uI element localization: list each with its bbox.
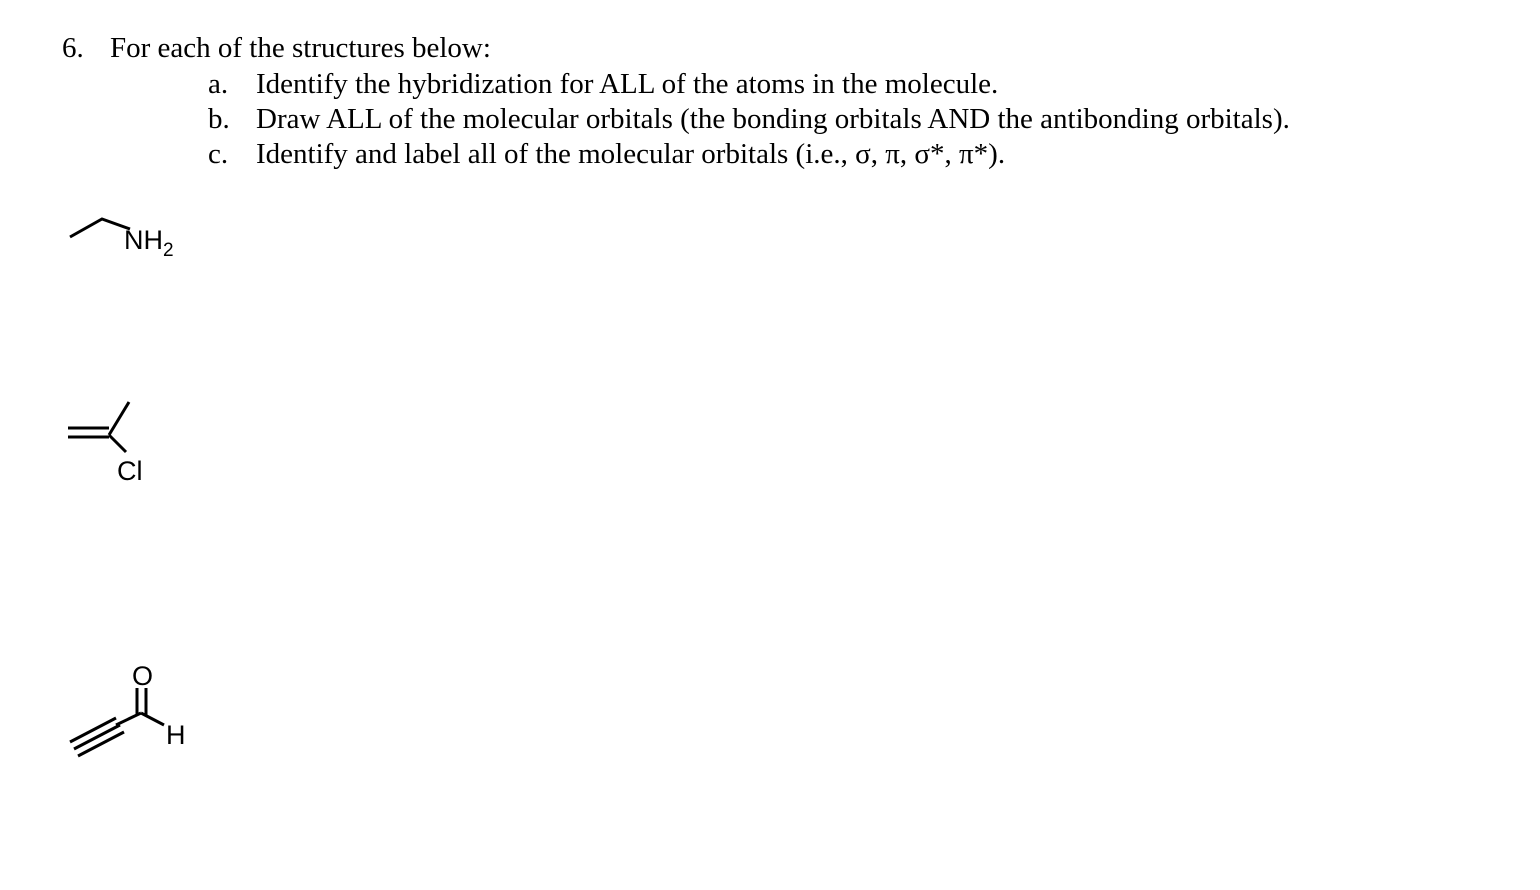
sub-question-letter: b. — [208, 103, 230, 135]
sub-question-letter: c. — [208, 138, 229, 170]
question-block — [62, 30, 1290, 170]
ethylamine-structure — [60, 205, 200, 265]
sub-question-text: Identify and label all of the molecular orbitals (i.e., σ, π, σ*, π*). — [256, 138, 1006, 170]
question-header — [62, 30, 491, 66]
chlorine-label: Cl — [117, 456, 143, 486]
amine-label: $NH_2$ — [124, 225, 174, 261]
carbon-chain-bonds — [70, 219, 130, 237]
chlorine-bond — [109, 435, 126, 452]
chloropropene-structure — [60, 395, 170, 490]
sub-question-a — [208, 66, 1290, 101]
aldehyde-h-bond — [141, 713, 164, 725]
sub-question-list — [208, 66, 1290, 171]
question-prompt: For each of the structures below: — [110, 32, 491, 64]
sub-question-c — [208, 136, 1290, 171]
propynal-structure — [60, 655, 200, 765]
sub-question-text: Identify the hybridization for ALL of the atoms in the molecule. — [256, 68, 999, 100]
alkyne-connector-bond — [116, 713, 141, 725]
methyl-bond — [109, 402, 129, 435]
hydrogen-label: H — [166, 720, 186, 750]
sub-question-text: Draw ALL of the molecular orbitals (the bonding orbitals AND the antibonding orbitals). — [256, 103, 1290, 135]
oxygen-label: O — [132, 661, 154, 691]
question-number: 6. — [62, 32, 84, 64]
sub-question-letter: a. — [208, 68, 229, 100]
sub-question-b — [208, 101, 1290, 136]
